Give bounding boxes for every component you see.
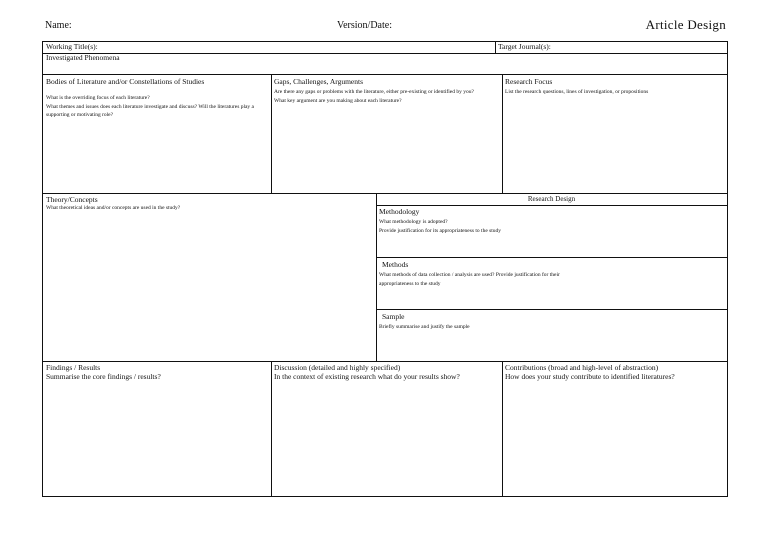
contributions-cell xyxy=(505,363,725,381)
research-focus-q1: List the research questions, lines of investigation, or propositions xyxy=(505,89,649,95)
methodology-heading: Methodology xyxy=(379,207,420,216)
divider-methods xyxy=(376,309,727,310)
divider-col-1-bottom xyxy=(271,361,272,496)
contributions-q1: How does your study contribute to identified literatures? xyxy=(505,372,675,381)
bodies-of-literature-q1: What is the overriding focus of each literature? xyxy=(46,95,150,101)
methods-q1: What methods of data collection / analysis are used? Provide justification for their appropriateness to the study xyxy=(379,272,560,287)
sample-heading: Sample xyxy=(382,312,405,321)
sample-cell xyxy=(379,312,724,332)
version-date-label: Version/Date: xyxy=(337,20,392,31)
theory-concepts-q1: What theoretical ideas and/or concepts are used in the study? xyxy=(46,205,181,211)
gaps-q2: What key argument are you making about each literature? xyxy=(274,97,402,104)
methodology-q2: Provide justification for its appropriateness to the study xyxy=(379,227,502,234)
divider-row-3 xyxy=(43,193,727,194)
divider-col-2-bottom xyxy=(502,361,503,496)
divider-working-title xyxy=(495,42,496,53)
sample-q1: Briefly summarise and justify the sample xyxy=(379,324,470,330)
divider-row-2 xyxy=(43,74,727,75)
article-design-grid xyxy=(42,41,728,497)
divider-methodology xyxy=(376,257,727,258)
name-label: Name: xyxy=(45,20,72,31)
findings-q1: Summarise the core findings / results? xyxy=(46,372,161,381)
gaps-cell xyxy=(274,77,498,105)
methods-heading: Methods xyxy=(382,260,409,269)
discussion-heading: Discussion (detailed and highly specified) xyxy=(274,363,401,372)
target-journal-label: Target Journal(s): xyxy=(498,42,551,51)
research-design-heading: Research Design xyxy=(527,195,576,203)
document-title: Article Design xyxy=(645,17,726,32)
contributions-heading: Contributions (broad and high-level of abstraction) xyxy=(505,363,659,372)
gaps-q1: Are there any gaps or problems with the literature, either pre-existing or identified by you? xyxy=(274,89,474,95)
research-focus-heading: Research Focus xyxy=(505,77,553,86)
divider-design-header xyxy=(376,205,727,206)
methodology-cell xyxy=(379,207,724,235)
working-title-label: Working Title(s): xyxy=(46,42,98,51)
bodies-of-literature-heading: Bodies of Literature and/or Constellations of Studies xyxy=(46,77,205,86)
discussion-q1: In the context of existing research what do your results show? xyxy=(274,372,460,381)
divider-col-2-top xyxy=(502,74,503,193)
theory-concepts-heading: Theory/Concepts xyxy=(46,195,98,204)
findings-cell xyxy=(46,363,268,381)
discussion-cell xyxy=(274,363,498,381)
divider-row-1 xyxy=(43,53,727,54)
methodology-q1: What methodology is adopted? xyxy=(379,219,448,225)
theory-concepts-cell xyxy=(46,195,372,213)
investigated-phenomena-label: Investigated Phenomena xyxy=(46,53,120,62)
bodies-of-literature-cell xyxy=(46,77,268,120)
research-focus-cell xyxy=(505,77,725,97)
bodies-of-literature-q2: What themes and issues does each literature investigate and discuss? Will the literatures play a supporting or motivating role? xyxy=(46,103,254,118)
divider-col-1-top xyxy=(271,74,272,193)
divider-theory-design xyxy=(376,193,377,361)
methods-cell xyxy=(379,260,569,288)
findings-heading: Findings / Results xyxy=(46,363,101,372)
gaps-heading: Gaps, Challenges, Arguments xyxy=(274,77,364,86)
divider-row-4 xyxy=(43,361,727,362)
